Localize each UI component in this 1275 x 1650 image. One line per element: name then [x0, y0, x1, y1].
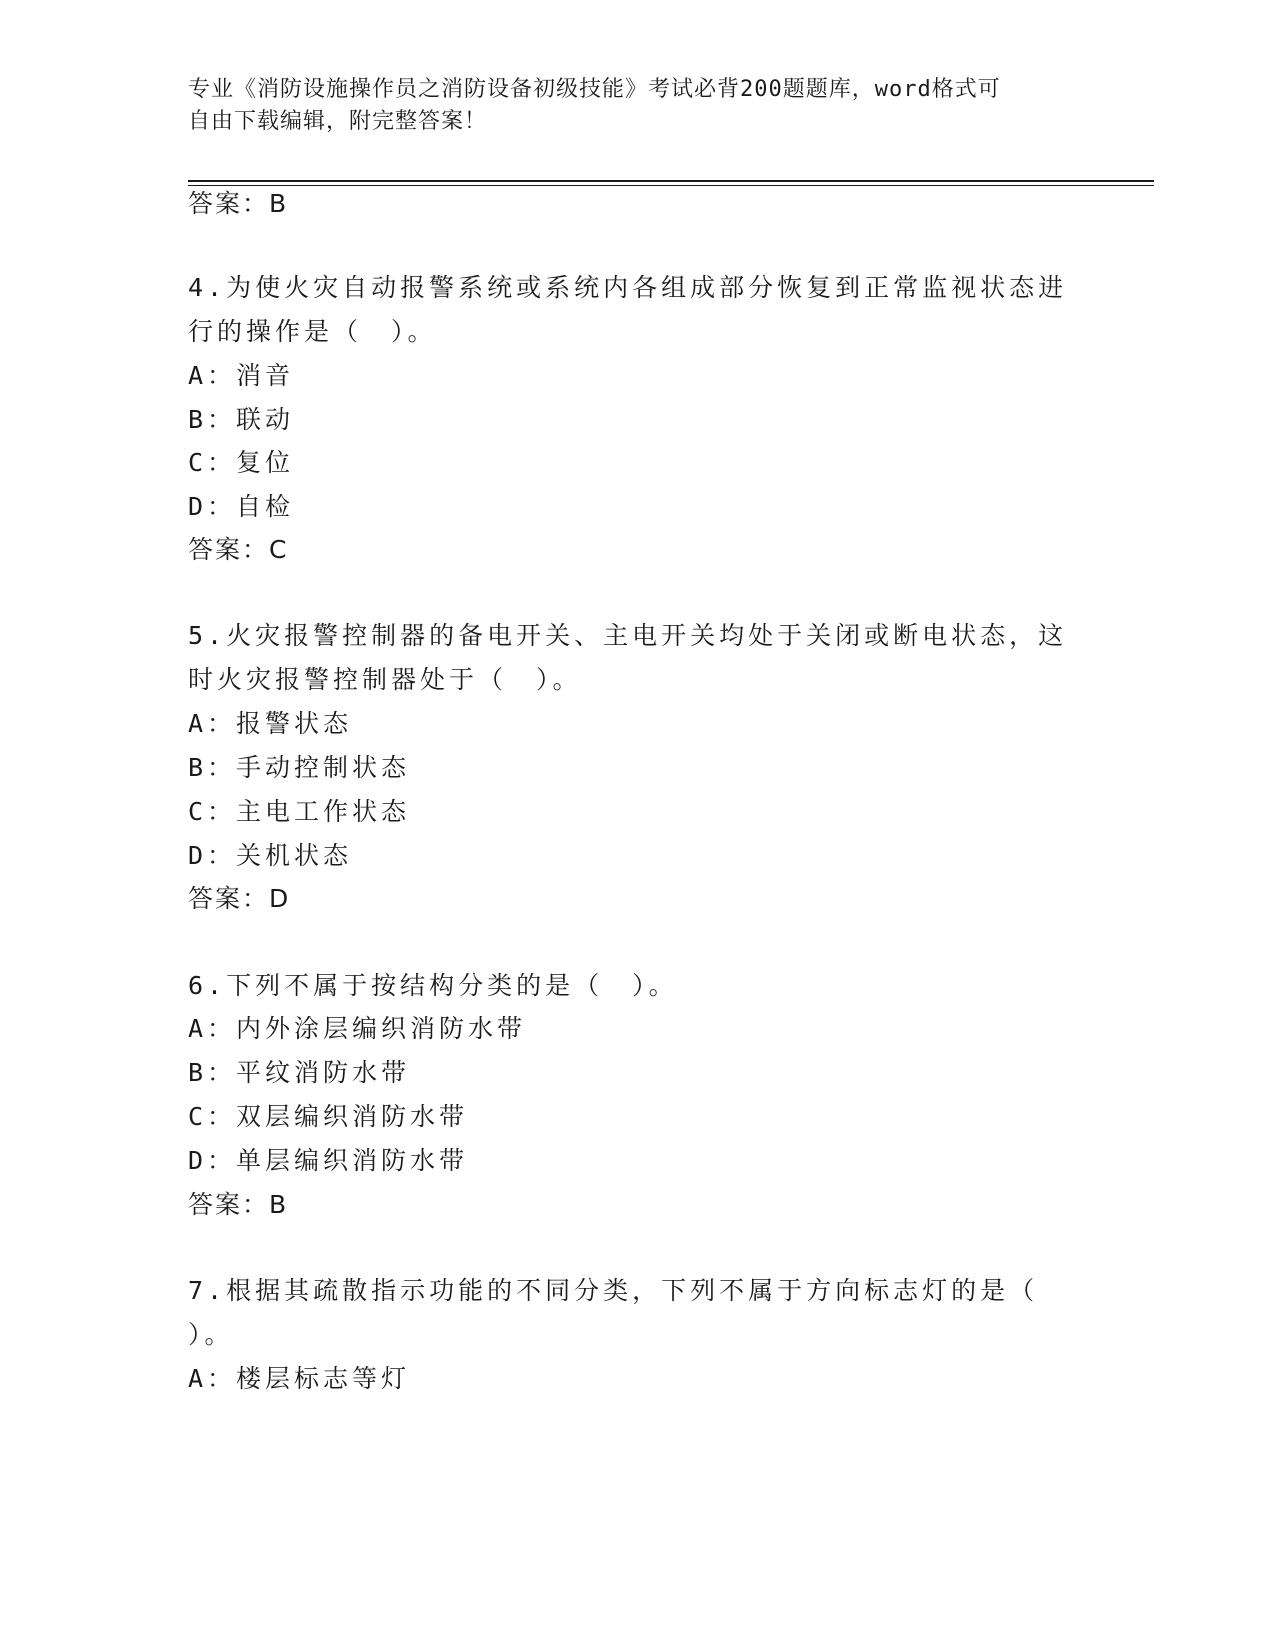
question-5-option-a: A：报警状态	[188, 709, 353, 738]
question-4-option-c: C：复位	[188, 448, 295, 477]
answer-q6: 答案：B	[188, 1190, 289, 1219]
question-6-option-c: C：双层编织消防水带	[188, 1102, 469, 1131]
question-4-option-a: A：消音	[188, 361, 295, 390]
question-4-option-b: B：联动	[188, 405, 295, 434]
answer-q3: 答案：B	[188, 189, 289, 218]
question-6-stem-line-1: 6.下列不属于按结构分类的是（ ）。	[188, 971, 678, 1000]
question-7-stem-line-1: 7.根据其疏散指示功能的不同分类，下列不属于方向标志灯的是（	[188, 1276, 1039, 1305]
question-7-option-a: A：楼层标志等灯	[188, 1364, 411, 1393]
question-5-option-c: C：主电工作状态	[188, 797, 411, 826]
question-6-option-d: D：单层编织消防水带	[188, 1146, 469, 1175]
header-line-2: 自由下载编辑，附完整答案！	[188, 109, 488, 134]
header-divider-thin	[188, 185, 1154, 186]
document-header	[188, 74, 1068, 138]
question-5-option-d: D：关机状态	[188, 841, 353, 870]
question-5-option-b: B：手动控制状态	[188, 753, 411, 782]
question-4-stem-line-1: 4.为使火灾自动报警系统或系统内各组成部分恢复到正常监视状态进	[188, 273, 1068, 302]
header-line-1: 专业《消防设施操作员之消防设备初级技能》考试必背200题题库，word格式可	[188, 77, 1001, 102]
header-divider-thick	[188, 180, 1154, 182]
question-5-stem-line-2: 时火灾报警控制器处于（ ）。	[188, 665, 582, 694]
question-5-stem-line-1: 5.火灾报警控制器的备电开关、主电开关均处于关闭或断电状态，这	[188, 621, 1068, 650]
question-6-option-a: A：内外涂层编织消防水带	[188, 1014, 527, 1043]
question-7-stem-line-2: ）。	[188, 1320, 234, 1349]
answer-q4: 答案：C	[188, 535, 289, 564]
question-4-stem-line-2: 行的操作是（ ）。	[188, 317, 437, 346]
answer-q5: 答案：D	[188, 884, 291, 913]
question-4-option-d: D：自检	[188, 492, 295, 521]
question-6-option-b: B：平纹消防水带	[188, 1058, 411, 1087]
